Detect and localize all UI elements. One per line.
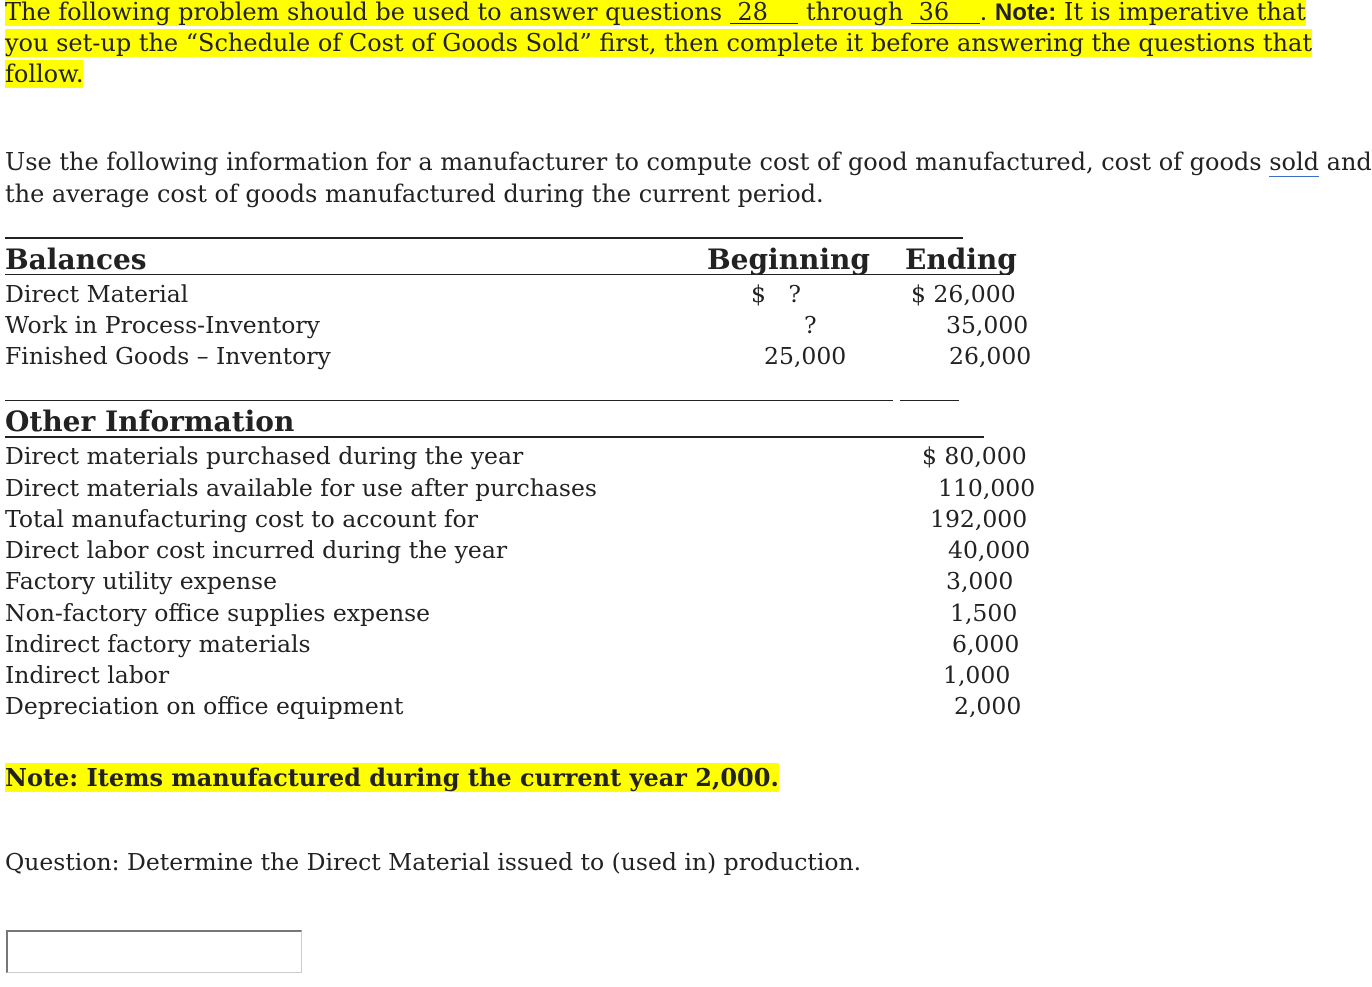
balance-row-label: Work in Process-Inventory — [5, 311, 320, 339]
balance-beginning-value: 25,000 — [764, 342, 847, 370]
note-label: Note: — [994, 0, 1057, 26]
other-info-value: $ 80,000 — [922, 442, 1027, 470]
other-info-value: 2,000 — [954, 692, 1022, 720]
other-info-heading: Other Information — [5, 405, 295, 438]
balance-beginning-value: ? — [804, 311, 817, 339]
balances-heading: Balances — [5, 243, 147, 276]
balance-beginning-value: $ ? — [751, 280, 801, 308]
other-info-label: Direct labor cost incurred during the year — [5, 536, 508, 564]
other-info-label: Direct materials purchased during the year — [5, 442, 524, 470]
section-divider — [5, 400, 893, 401]
other-info-value: 6,000 — [952, 630, 1020, 658]
other-info-label: Indirect labor — [5, 661, 170, 689]
other-info-label: Total manufacturing cost to account for — [5, 505, 478, 533]
other-info-value: 1,000 — [943, 661, 1011, 689]
intro-line-1: The following problem should be used to answer questions 28 through 36 . Note: It is imperative that — [5, 0, 1306, 26]
other-info-value: 3,000 — [946, 567, 1014, 595]
other-info-label: Non-factory office supplies expense — [5, 599, 431, 627]
balance-ending-value: $ 26,000 — [911, 280, 1016, 308]
intro-text: through — [798, 0, 911, 26]
intro-text: The following problem should be used to answer questions — [5, 0, 730, 26]
balance-row-label: Direct Material — [5, 280, 189, 308]
balance-ending-value: 26,000 — [949, 342, 1032, 370]
ending-column-header: Ending — [905, 243, 1017, 276]
balances-header-rule — [5, 274, 1010, 275]
other-info-label: Indirect factory materials — [5, 630, 311, 658]
balance-row-label: Finished Goods – Inventory — [5, 342, 331, 370]
answer-input[interactable] — [6, 930, 302, 973]
question-text: Question: Determine the Direct Material issued to (used in) production. — [5, 848, 862, 876]
items-manufactured-note: Note: Items manufactured during the current year 2,000. — [5, 763, 779, 792]
other-info-value: 1,500 — [950, 599, 1018, 627]
instruction-line-2: the average cost of goods manufactured during the current period. — [5, 180, 824, 208]
other-info-rule — [5, 436, 984, 438]
other-info-label: Factory utility expense — [5, 567, 277, 595]
intro-line-2: you set-up the “Schedule of Cost of Goods Sold” first, then complete it before answering the questions that — [5, 29, 1312, 57]
balance-ending-value: 35,000 — [946, 311, 1029, 339]
top-rule — [5, 237, 963, 239]
section-divider-short — [900, 400, 959, 401]
intro-line-3: follow. — [5, 60, 84, 88]
other-info-value: 192,000 — [930, 505, 1028, 533]
other-info-value: 40,000 — [948, 536, 1031, 564]
beginning-column-header: Beginning — [707, 243, 870, 276]
other-info-label: Direct materials available for use after purchases — [5, 474, 597, 502]
question-end-number: 36 — [911, 1, 980, 24]
other-info-label: Depreciation on office equipment — [5, 692, 404, 720]
instruction-line-1: Use the following information for a manufacturer to compute cost of good manufactured, cost of goods sold and — [5, 148, 1372, 176]
other-info-value: 110,000 — [938, 474, 1036, 502]
question-start-number: 28 — [730, 1, 799, 24]
